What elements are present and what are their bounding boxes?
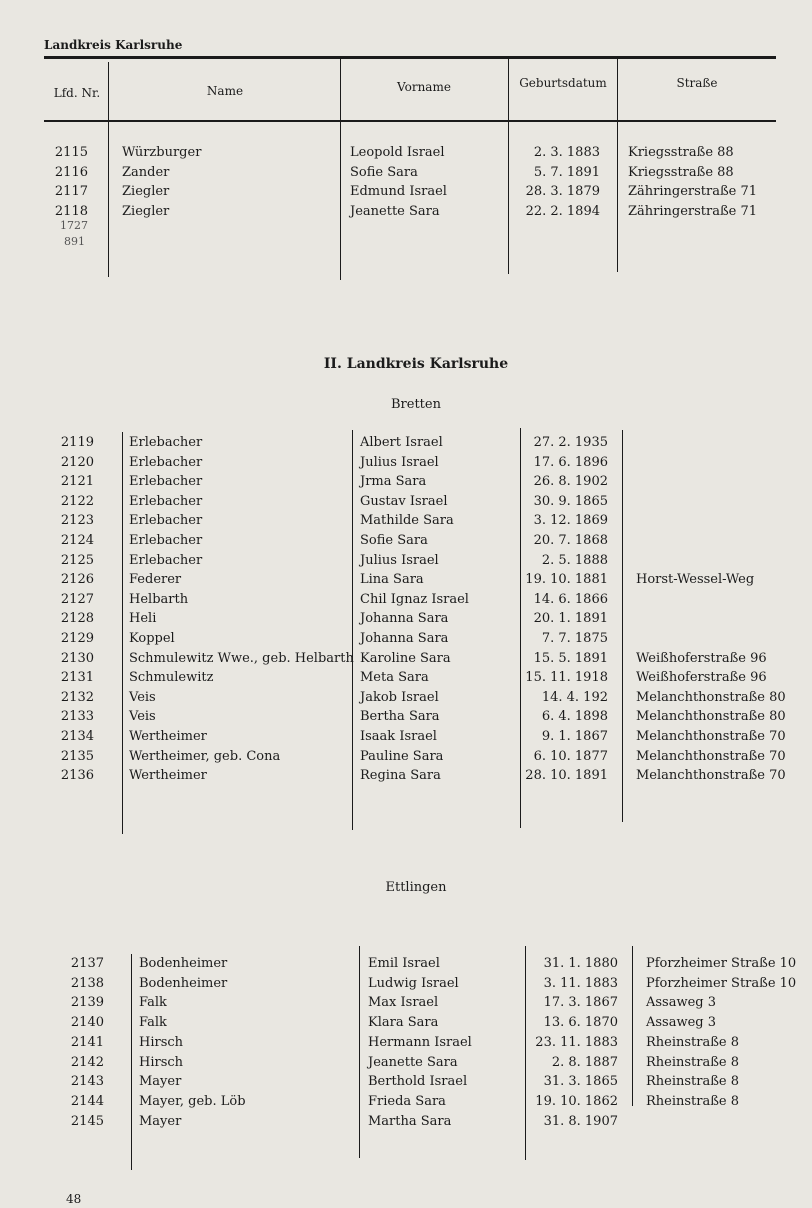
page-header-title: Landkreis Karlsruhe: [44, 38, 183, 52]
row-number: 2123: [60, 513, 94, 529]
row-vorname: Johanna Sara: [360, 611, 449, 627]
column-divider: [525, 946, 526, 1160]
column-divider: [340, 58, 341, 280]
column-header-name: Name: [206, 84, 244, 98]
column-divider: [122, 432, 123, 834]
row-geburtsdatum: 17. 6. 1896: [533, 454, 608, 470]
row-number: 2119: [60, 435, 94, 450]
row-name: Ziegler: [122, 184, 170, 199]
row-vorname: Julius Israel: [360, 552, 439, 568]
row-number: 2128: [60, 611, 94, 627]
row-vorname: Pauline Sara: [360, 748, 444, 764]
row-geburtsdatum: 19. 10. 1862: [535, 1093, 618, 1109]
row-number: 2117: [54, 184, 88, 199]
column-header-vorname: Vorname: [397, 80, 451, 94]
row-number: 2122: [60, 493, 94, 509]
column-divider: [359, 946, 360, 1158]
row-name: Hirsch: [139, 1054, 184, 1070]
column-header-strasse: Straße: [676, 76, 718, 90]
row-strasse: Rheinstraße 8: [646, 1093, 740, 1109]
row-name: Bodenheimer: [139, 975, 228, 991]
header-top-rule: [44, 56, 776, 59]
row-number: 2139: [70, 995, 104, 1011]
row-geburtsdatum: 23. 11. 1883: [535, 1034, 618, 1050]
row-strasse: Zähringerstraße 71: [628, 184, 758, 199]
row-number: 2137: [70, 956, 104, 971]
row-number: 2131: [60, 670, 94, 686]
row-name: Heli: [129, 611, 157, 627]
row-strasse: Melanchthonstraße 80: [636, 709, 786, 725]
row-vorname: Isaak Israel: [360, 729, 437, 744]
row-strasse: Melanchthonstraße 80: [636, 689, 786, 705]
row-geburtsdatum: 2. 5. 1888: [541, 552, 608, 568]
row-geburtsdatum: 31. 3. 1865: [543, 1074, 618, 1090]
page-number: 48: [66, 1192, 82, 1206]
row-geburtsdatum: 14. 4. 192: [541, 689, 608, 705]
row-geburtsdatum: 3. 12. 1869: [533, 513, 608, 529]
row-name: Mayer, geb. Löb: [139, 1093, 246, 1109]
row-geburtsdatum: 2. 3. 1883: [533, 145, 600, 160]
row-vorname: Meta Sara: [360, 670, 429, 686]
row-strasse: Assaweg 3: [646, 1015, 717, 1031]
row-geburtsdatum: 6. 4. 1898: [541, 709, 608, 725]
row-geburtsdatum: 15. 11. 1918: [525, 670, 608, 686]
row-geburtsdatum: 26. 8. 1902: [533, 474, 608, 490]
row-geburtsdatum: 5. 7. 1891: [533, 164, 600, 180]
row-number: 2129: [60, 631, 94, 646]
row-name: Mayer: [139, 1113, 182, 1129]
row-geburtsdatum: 31. 1. 1880: [543, 956, 618, 971]
row-geburtsdatum: 19. 10. 1881: [525, 572, 608, 588]
column-header-geburtsdatum: Geburtsdatum: [519, 76, 607, 90]
row-geburtsdatum: 9. 1. 1867: [541, 729, 608, 744]
row-name: Erlebacher: [129, 435, 203, 450]
row-name: Würzburger: [122, 145, 202, 160]
row-strasse: Rheinstraße 8: [646, 1054, 740, 1070]
row-vorname: Gustav Israel: [360, 493, 448, 509]
row-number: 2127: [60, 591, 94, 607]
row-vorname: Sofie Sara: [350, 164, 418, 180]
row-geburtsdatum: 13. 6. 1870: [543, 1015, 618, 1031]
row-name: Erlebacher: [129, 552, 203, 568]
row-name: Veis: [129, 709, 156, 725]
row-strasse: Rheinstraße 8: [646, 1074, 740, 1090]
row-number: 2144: [70, 1093, 104, 1109]
row-name: Erlebacher: [129, 454, 203, 470]
row-vorname: Hermann Israel: [368, 1034, 472, 1050]
header-bottom-rule: [44, 120, 776, 122]
row-name: Falk: [139, 1015, 167, 1031]
row-number: 2118: [54, 203, 88, 219]
row-name: Bodenheimer: [139, 956, 228, 971]
row-vorname: Jeanette Sara: [368, 1054, 458, 1070]
row-name: Zander: [122, 164, 170, 180]
row-vorname: Leopold Israel: [350, 145, 445, 160]
row-vorname: Bertha Sara: [360, 709, 440, 725]
row-geburtsdatum: 15. 5. 1891: [533, 650, 608, 666]
row-name: Schmulewitz Wwe., geb. Helbarth: [129, 650, 354, 666]
row-strasse: Weißhoferstraße 96: [636, 670, 767, 686]
row-geburtsdatum: 30. 9. 1865: [533, 493, 608, 509]
row-vorname: Berthold Israel: [368, 1074, 468, 1090]
row-name: Hirsch: [139, 1034, 184, 1050]
row-strasse: Kriegsstraße 88: [628, 145, 734, 160]
row-vorname: Edmund Israel: [350, 184, 447, 199]
row-name: Ziegler: [122, 203, 170, 219]
row-number: 2142: [70, 1054, 104, 1070]
row-number: 2145: [70, 1113, 104, 1129]
row-name: Schmulewitz: [129, 670, 214, 686]
row-vorname: Jakob Israel: [360, 689, 439, 705]
row-geburtsdatum: 3. 11. 1883: [543, 975, 618, 991]
row-geburtsdatum: 27. 2. 1935: [533, 435, 608, 450]
row-name: Falk: [139, 995, 167, 1011]
row-geburtsdatum: 31. 8. 1907: [543, 1113, 618, 1129]
row-strasse: Melanchthonstraße 70: [636, 748, 786, 764]
row-geburtsdatum: 28. 10. 1891: [525, 768, 608, 784]
row-strasse: Weißhoferstraße 96: [636, 650, 767, 666]
row-name: Helbarth: [129, 591, 189, 607]
row-name: Wertheimer: [129, 768, 207, 784]
row-vorname: Regina Sara: [360, 768, 441, 784]
column-divider: [632, 946, 633, 1106]
subsection-title-ettlingen: Ettlingen: [385, 880, 447, 895]
row-number: 2133: [60, 709, 94, 725]
row-number: 2132: [60, 689, 94, 705]
row-strasse: Melanchthonstraße 70: [636, 729, 786, 744]
row-vorname: Lina Sara: [360, 572, 424, 588]
row-vorname: Jrma Sara: [360, 474, 427, 490]
row-name: Wertheimer, geb. Cona: [129, 748, 281, 764]
row-geburtsdatum: 20. 7. 1868: [533, 533, 608, 548]
row-name: Erlebacher: [129, 493, 203, 509]
row-strasse: Horst-Wessel-Weg: [636, 572, 755, 588]
row-strasse: Rheinstraße 8: [646, 1034, 740, 1050]
row-name: Mayer: [139, 1074, 182, 1090]
row-number: 2143: [70, 1074, 104, 1090]
row-vorname: Emil Israel: [368, 956, 440, 971]
row-vorname: Max Israel: [368, 995, 439, 1011]
row-number: 2140: [70, 1015, 104, 1031]
row-strasse: Zähringerstraße 71: [628, 203, 758, 219]
row-geburtsdatum: 7. 7. 1875: [541, 631, 608, 646]
row-number: 2136: [60, 768, 94, 784]
row-number: 2135: [60, 748, 94, 764]
row-name: Koppel: [129, 631, 175, 646]
row-vorname: Sofie Sara: [360, 533, 428, 548]
row-strasse: Pforzheimer Straße 10: [646, 956, 797, 971]
subsection-title-bretten: Bretten: [391, 397, 441, 412]
row-vorname: Chil Ignaz Israel: [360, 591, 469, 607]
row-vorname: Albert Israel: [360, 435, 443, 450]
row-number: 2115: [54, 145, 88, 160]
row-number: 2124: [60, 533, 94, 548]
row-vorname: Mathilde Sara: [360, 513, 454, 529]
row-geburtsdatum: 2. 8. 1887: [551, 1054, 618, 1070]
row-strasse: Melanchthonstraße 70: [636, 768, 786, 784]
row-geburtsdatum: 17. 3. 1867: [543, 995, 618, 1011]
row-number: 2126: [60, 572, 94, 588]
row-number: 2141: [70, 1034, 104, 1050]
row-number: 2134: [60, 729, 94, 744]
column-header-nr: Lfd. Nr.: [53, 86, 101, 100]
row-number: 2121: [60, 474, 94, 490]
row-strasse: Kriegsstraße 88: [628, 164, 734, 180]
row-vorname: Karoline Sara: [360, 650, 451, 666]
row-number: 2116: [54, 164, 88, 180]
column-divider: [352, 430, 353, 830]
row-number: 2138: [70, 975, 104, 991]
row-geburtsdatum: 6. 10. 1877: [533, 748, 608, 764]
row-number: 2125: [60, 552, 94, 568]
row-geburtsdatum: 14. 6. 1866: [533, 591, 608, 607]
row-number: 2130: [60, 650, 94, 666]
row-geburtsdatum: 28. 3. 1879: [525, 184, 600, 199]
margin-note: 891: [64, 235, 85, 248]
row-geburtsdatum: 20. 1. 1891: [533, 611, 608, 627]
row-name: Erlebacher: [129, 474, 203, 490]
row-name: Erlebacher: [129, 533, 203, 548]
row-name: Erlebacher: [129, 513, 203, 529]
column-divider: [622, 430, 623, 822]
row-geburtsdatum: 22. 2. 1894: [525, 203, 600, 219]
row-vorname: Martha Sara: [368, 1113, 452, 1129]
row-vorname: Klara Sara: [368, 1015, 439, 1031]
row-name: Veis: [129, 689, 156, 705]
column-divider: [108, 62, 109, 277]
row-strasse: Pforzheimer Straße 10: [646, 975, 797, 991]
margin-note: 1727: [60, 219, 88, 232]
row-vorname: Julius Israel: [360, 454, 439, 470]
column-divider: [131, 954, 132, 1170]
row-name: Wertheimer: [129, 729, 207, 744]
row-name: Federer: [129, 572, 182, 588]
row-strasse: Assaweg 3: [646, 995, 717, 1011]
row-vorname: Frieda Sara: [368, 1093, 446, 1109]
row-vorname: Jeanette Sara: [350, 203, 440, 219]
section-title: II. Landkreis Karlsruhe: [323, 356, 509, 372]
row-number: 2120: [60, 454, 94, 470]
row-vorname: Johanna Sara: [360, 631, 449, 646]
column-divider: [617, 58, 618, 272]
row-vorname: Ludwig Israel: [368, 975, 459, 991]
